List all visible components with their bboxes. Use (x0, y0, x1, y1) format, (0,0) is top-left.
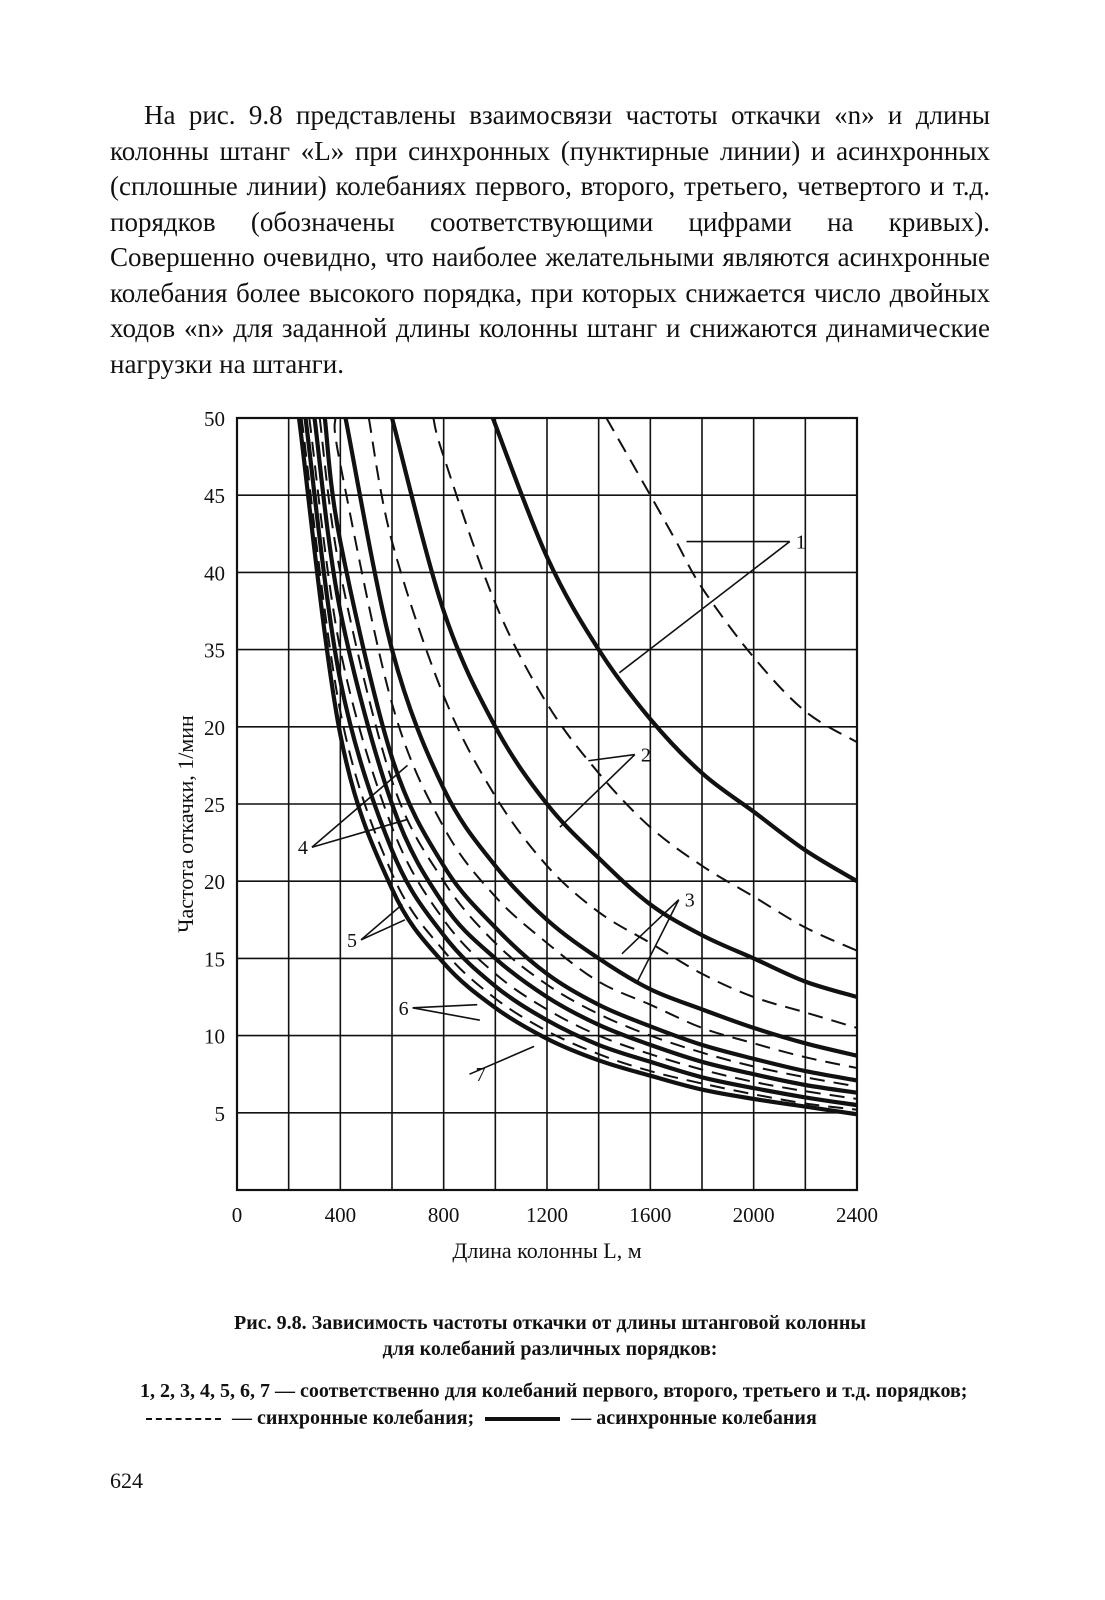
series-4-asynchronous-line (325, 418, 857, 1080)
x-tick-label: 800 (427, 1203, 460, 1227)
y-axis-label: Частота откачки, 1/мин (173, 715, 198, 933)
y-tick-label: 15 (204, 947, 225, 972)
x-axis-label: Длина колонны L, м (452, 1238, 642, 1263)
annotation-leader-line (560, 755, 635, 828)
series-5-asynchronous-line (315, 418, 858, 1093)
legend-solid-sample (485, 1417, 560, 1421)
series-7-synchronous-line (302, 418, 857, 1110)
y-tick-label: 20 (204, 715, 225, 740)
y-tick-label: 35 (204, 638, 225, 663)
series-2-asynchronous-line (392, 418, 857, 997)
series-6-asynchronous-line (306, 418, 858, 1105)
annotation-leader-line (312, 819, 408, 847)
x-tick-label: 0 (231, 1203, 243, 1227)
x-tick-label: 1600 (629, 1203, 672, 1227)
legend-async-text: — асинхронные колебания (571, 1407, 817, 1429)
y-tick-label: 20 (204, 870, 225, 895)
figure-legend (140, 1378, 980, 1432)
y-tick-label: 25 (204, 793, 225, 817)
x-tick-label: 2400 (836, 1203, 878, 1227)
series-3-asynchronous-line (346, 418, 858, 1056)
page-number: 624 (110, 1468, 143, 1493)
figure-caption (110, 1310, 990, 1362)
legend-sync-text: — синхронные колебания; (232, 1407, 475, 1429)
legend-intro: 1, 2, 3, 4, 5, 6, 7 — соответственно для колебаний первого, второго, третьего и т.д. порядков; (140, 1380, 968, 1402)
annotation-leader-line (361, 904, 402, 940)
annotation-leader-line (619, 542, 790, 673)
annotation-label: 5 (347, 929, 357, 952)
x-tick-label: 2000 (732, 1203, 775, 1227)
annotation-label: 2 (640, 744, 651, 767)
annotation-leader-line (413, 1008, 480, 1020)
y-tick-label: 10 (204, 1024, 225, 1049)
annotation-leader-line (361, 920, 405, 940)
series-7-asynchronous-line (299, 418, 857, 1114)
intro-paragraph: На рис. 9.8 представлены взаимосвязи частоты откачки «n» и длины колонны штанг «L» при синхронных (пунктирные линии) и асинхронных (сплошные линии) колебаниях первого, второго, третьего, четвертого и т.д. порядков (обозначены соответствующими цифрами на кривых). Совершенно очевидно, что наиболее желательными являются асинхронные колебания более высокого порядка, при которых снижается число двойных ходов «n» для заданной длины колонны штанг и снижаются динамические нагрузки на штанги. (110, 100, 990, 379)
y-tick-label: 5 (214, 1101, 225, 1126)
y-tick-label: 50 (204, 407, 225, 431)
annotation-leader-line (413, 1005, 478, 1008)
series-5-synchronous-line (320, 418, 857, 1087)
legend-dashed-sample (146, 1418, 221, 1420)
annotation-label: 6 (398, 997, 409, 1020)
annotation-label: 4 (297, 837, 308, 860)
y-tick-label: 40 (204, 561, 225, 586)
annotation-label: 7 (475, 1064, 486, 1087)
caption-line-1: Рис. 9.8. Зависимость частоты откачки от длины штанговой колонны (234, 1312, 866, 1334)
x-tick-label: 400 (324, 1203, 357, 1227)
x-tick-label: 1200 (526, 1203, 568, 1227)
series-1-synchronous-line (606, 418, 857, 742)
y-tick-label: 45 (204, 484, 225, 509)
annotation-label: 3 (684, 889, 695, 912)
caption-line-2: для колебаний различных порядков: (382, 1338, 718, 1360)
annotation-label: 1 (795, 531, 806, 554)
annotation-leader-line (588, 755, 635, 761)
